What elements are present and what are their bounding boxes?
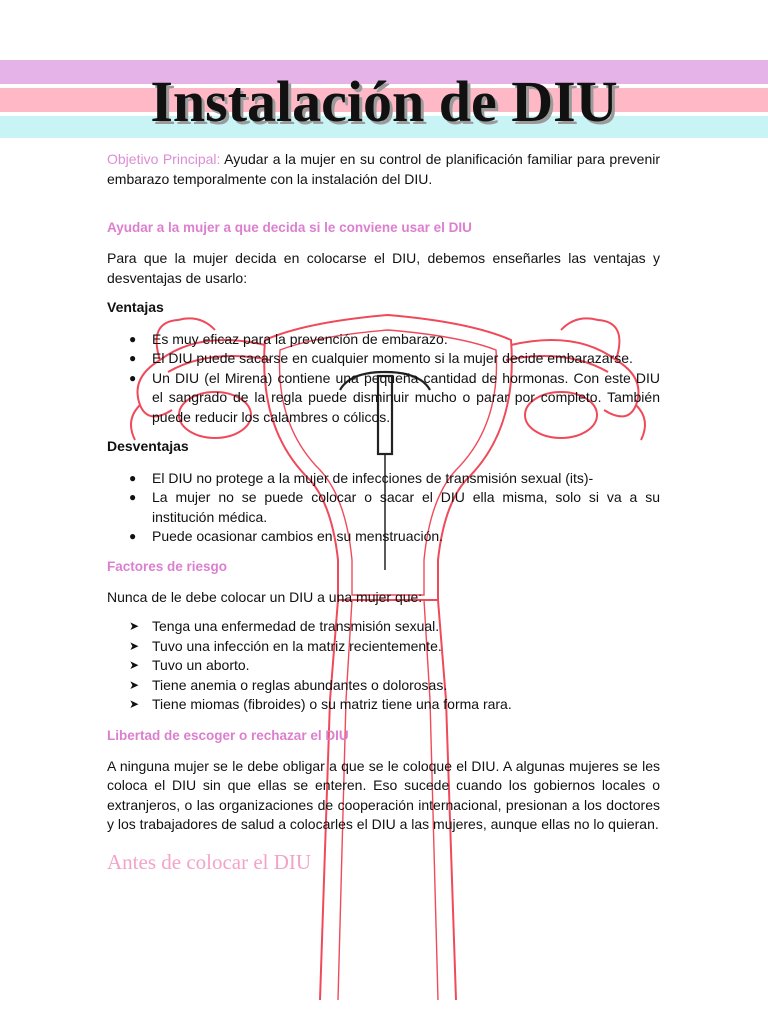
objective-text: Ayudar a la mujer en su control de planificación familiar para prevenir embarazo temporalmente con la instalación del DIU. (107, 151, 661, 187)
list-item: ➤ Tiene miomas (fibroides) o su matriz tiene una forma rara. (107, 695, 660, 715)
list-item: ➤ Tuvo un aborto. (107, 656, 660, 676)
arrow-bullet-icon: ➤ (129, 697, 140, 711)
list-item: ➤ Tiene anemia o reglas abundantes o dolorosas. (107, 676, 660, 696)
list-item: ● La mujer no se puede colocar o sacar el DIU ella misma, solo si va a su institución médica. (129, 489, 660, 525)
objective-label: Objetivo Principal: (107, 151, 221, 167)
bullet-icon: ● (129, 490, 137, 504)
page-title: Instalación de DIU (150, 69, 618, 134)
list-item: ● Un DIU (el Mirena) contiene una pequeña cantidad de hormonas. Con este DIU el sangrado de la regla puede disminuir mucho o parar por completo. También puede reducir los calambres o cólicos. (129, 369, 660, 425)
riesgo-list (107, 617, 660, 715)
arrow-bullet-icon: ➤ (129, 658, 140, 672)
document-body (107, 150, 660, 875)
heading-ventajas: Ventajas (107, 299, 164, 315)
ventajas-list (107, 330, 660, 428)
list-item: ➤ Tenga una enfermedad de transmisión sexual. (107, 617, 660, 637)
arrow-bullet-icon: ➤ (129, 619, 140, 633)
heading-libertad: Libertad de escoger o rechazar el DIU (107, 727, 349, 743)
desventajas-list (107, 469, 660, 547)
heading-riesgo: Factores de riesgo (107, 558, 228, 574)
bullet-icon: ● (129, 331, 137, 346)
bullet-icon: ● (129, 470, 137, 485)
list-item: ➤ Tuvo una infección en la matriz recientemente. (107, 637, 660, 657)
libertad-text: A ninguna mujer se le debe obligar a que se le coloque el DIU. A algunas mujeres se les coloca el DIU sin que ellas se enteren. Eso sucede cuando los gobiernos locales o extranjeros, o las organizaciones de cooperación internacional, presionan a los doctores y los trabajadores de salud a colocarles el DIU a las mujeres, aunque ellas no lo quieran. (107, 757, 660, 832)
list-item: ● El DIU no protege a la mujer de infecciones de transmisión sexual (its)- (107, 469, 660, 489)
arrow-bullet-icon: ➤ (129, 638, 140, 653)
heading-antes: Antes de colocar el DIU (107, 849, 312, 874)
list-item: ● Puede ocasionar cambios en su menstruación. (107, 527, 660, 547)
objective-line (107, 150, 661, 187)
arrow-bullet-icon: ➤ (129, 677, 140, 692)
bullet-icon: ● (129, 529, 137, 543)
list-item: ● El DIU puede sacarse en cualquier momento si la mujer decide embarazarse. (107, 349, 660, 369)
bullet-icon: ● (129, 351, 137, 365)
riesgo-intro: Nunca de le debe colocar un DIU a una mujer que: (107, 588, 423, 605)
decide-text: Para que la mujer decida en colocarse el DIU, debemos enseñarles las ventajas y desventajas de usarlo: (107, 250, 660, 286)
list-item: ● Es muy eficaz para la prevención de embarazo. (107, 330, 660, 350)
bullet-icon: ● (129, 370, 137, 385)
heading-desventajas: Desventajas (107, 438, 189, 454)
heading-decide: Ayudar a la mujer a que decida si le conviene usar el DIU (107, 220, 472, 235)
